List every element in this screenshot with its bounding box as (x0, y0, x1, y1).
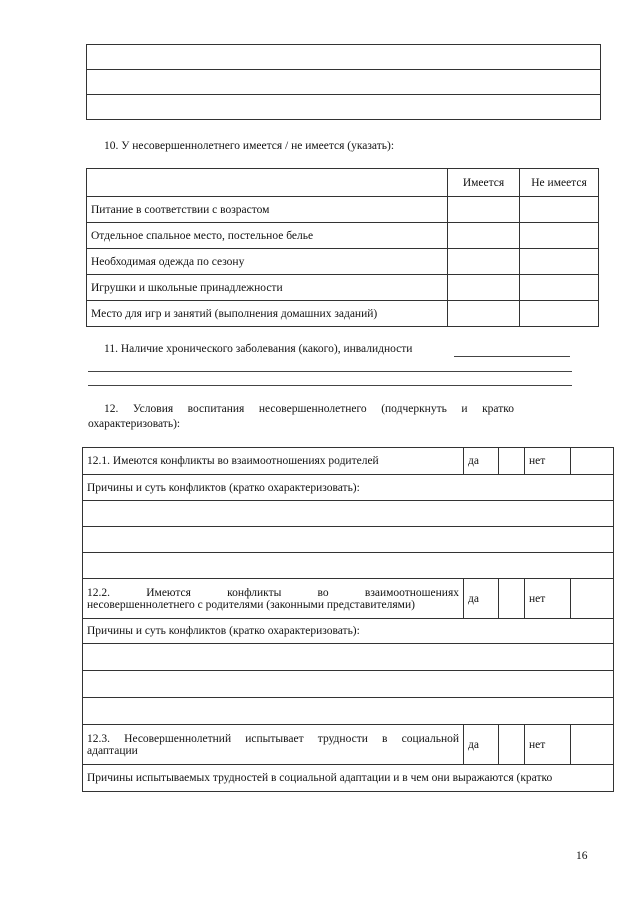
section-11-title: 11. Наличие хронического заболевания (какого), инвалидности (104, 343, 413, 355)
availability-table (86, 168, 599, 327)
answer-row[interactable] (83, 698, 614, 725)
conditions-table (82, 447, 614, 792)
hasnot-cell[interactable] (520, 249, 599, 275)
has-cell[interactable] (448, 249, 520, 275)
blank-row[interactable] (87, 45, 601, 70)
reasons-label: Причины испытываемых трудностей в социальной адаптации и в чем они выражаются (кратко (83, 765, 614, 792)
yes-checkbox[interactable] (499, 579, 525, 619)
no-checkbox[interactable] (571, 725, 614, 765)
no-label: нет (525, 448, 571, 475)
no-checkbox[interactable] (571, 579, 614, 619)
yes-label: да (464, 579, 499, 619)
no-label: нет (525, 725, 571, 765)
top-blank-table (86, 44, 601, 120)
hasnot-cell[interactable] (520, 197, 599, 223)
yes-label: да (464, 448, 499, 475)
answer-row[interactable] (83, 671, 614, 698)
question-12-1: 12.1. Имеются конфликты во взаимоотношениях родителей (83, 448, 464, 475)
disease-answer-line[interactable] (454, 356, 570, 357)
disease-answer-line[interactable] (88, 385, 572, 386)
yes-checkbox[interactable] (499, 448, 525, 475)
availability-row-label: Игрушки и школьные принадлежности (87, 275, 448, 301)
blank-row[interactable] (87, 95, 601, 120)
has-cell[interactable] (448, 223, 520, 249)
disease-answer-line[interactable] (88, 371, 572, 372)
blank-row[interactable] (87, 70, 601, 95)
hasnot-cell[interactable] (520, 301, 599, 327)
section-12-title: 12. Условия воспитания несовершеннолетнего (подчеркнуть и кратко (104, 403, 514, 415)
col-hasnot-header: Не имеется (520, 169, 599, 197)
answer-row[interactable] (83, 553, 614, 579)
question-12-3: 12.3. Несовершеннолетний испытывает трудности в социальной адаптации (83, 725, 464, 765)
has-cell[interactable] (448, 197, 520, 223)
question-12-2: 12.2. Имеются конфликты во взаимоотношениях несовершеннолетнего с родителями (законными представителями) (83, 579, 464, 619)
section-12-title-cont: охарактеризовать): (88, 418, 181, 430)
answer-row[interactable] (83, 644, 614, 671)
availability-row-label: Место для игр и занятий (выполнения домашних заданий) (87, 301, 448, 327)
answer-row[interactable] (83, 501, 614, 527)
has-cell[interactable] (448, 275, 520, 301)
col-has-header: Имеется (448, 169, 520, 197)
section-10-title: 10. У несовершеннолетнего имеется / не имеется (указать): (104, 140, 395, 152)
reasons-label: Причины и суть конфликтов (кратко охарактеризовать): (83, 475, 614, 501)
page-number: 16 (576, 850, 588, 862)
reasons-label: Причины и суть конфликтов (кратко охарактеризовать): (83, 619, 614, 644)
has-cell[interactable] (448, 301, 520, 327)
hasnot-cell[interactable] (520, 223, 599, 249)
availability-row-label: Отдельное спальное место, постельное белье (87, 223, 448, 249)
no-checkbox[interactable] (571, 448, 614, 475)
answer-row[interactable] (83, 527, 614, 553)
yes-checkbox[interactable] (499, 725, 525, 765)
availability-row-label: Питание в соответствии с возрастом (87, 197, 448, 223)
no-label: нет (525, 579, 571, 619)
yes-label: да (464, 725, 499, 765)
hasnot-cell[interactable] (520, 275, 599, 301)
availability-row-label: Необходимая одежда по сезону (87, 249, 448, 275)
